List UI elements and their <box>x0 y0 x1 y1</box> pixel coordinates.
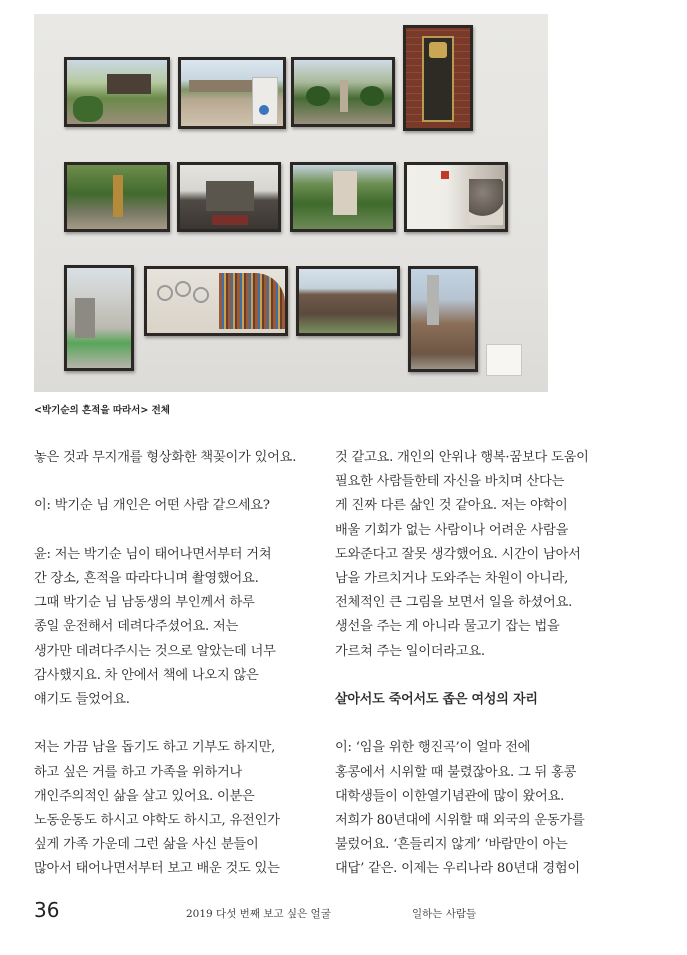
photo-frame-house <box>64 57 170 127</box>
section-heading: 살아서도 죽어서도 좁은 여성의 자리 <box>335 692 538 708</box>
text-line: 게 진짜 다른 삶인 것 같아요. 저는 야학이 <box>335 498 568 514</box>
text-line: 가르쳐 주는 일이더라고요. <box>335 643 485 659</box>
exhibition-photo <box>34 14 548 392</box>
photo-frame-plaque <box>403 25 473 131</box>
text-line: 배울 기회가 없는 사람이나 어려운 사람을 <box>335 522 569 538</box>
photo-frame-building-entrance <box>177 162 281 232</box>
text-line: 그때 박기순 님 남동생의 부인께서 하루 <box>34 595 255 611</box>
text-line: 생선을 주는 게 아니라 물고기 잡는 법을 <box>335 619 560 635</box>
footer-publication-title: 2019 다섯 번째 보고 싶은 얼굴 <box>186 908 331 920</box>
text-line: 간 장소, 흔적을 따라다니며 촬영했어요. <box>34 570 259 586</box>
text-line: 대답’ 같은. 이제는 우리나라 80년대 경험이 <box>335 861 580 877</box>
text-line: 필요한 사람들한테 자신을 바치며 산다는 <box>335 474 565 490</box>
page-number: 36 <box>34 898 60 922</box>
text-line: 놓은 것과 무지개를 형상화한 책꽂이가 있어요. <box>34 450 297 465</box>
footer-section-title: 일하는 사람들 <box>412 908 477 920</box>
text-line: 전체적인 큰 그림을 보면서 일을 하셨어요. <box>335 595 573 611</box>
right-column <box>335 446 625 882</box>
text-line: 저는 가끔 남을 돕기도 하고 기부도 하지만, <box>34 740 276 756</box>
text-line: 홍콩에서 시위할 때 불렸잖아요. 그 뒤 홍콩 <box>335 764 577 780</box>
text-line: 윤: 저는 박기순 님이 태어나면서부터 거쳐 <box>34 546 272 562</box>
photo-frame-hall <box>296 266 400 336</box>
text-line: 대학생들이 이한열기념관에 많이 왔어요. <box>335 788 565 804</box>
text-line: 하고 싶은 거를 하고 가족을 위하거나 <box>34 764 243 780</box>
photo-frame-apartment <box>408 266 478 372</box>
text-line: 얘기도 들었어요. <box>34 692 130 707</box>
photo-frame-statue-garden <box>291 57 395 127</box>
photo-frame-school-trees <box>290 162 396 232</box>
text-line: 이: ‘임을 위한 행진곡’이 얼마 전에 <box>335 740 531 756</box>
text-line: 불렀어요. ‘흔들리지 않게’ ‘바람만이 아는 <box>335 837 568 853</box>
photo-frame-bookshelf-wall <box>144 266 288 336</box>
text-line: 도와준다고 잘못 생각했어요. 시간이 남아서 <box>335 546 581 562</box>
photo-frame-green-storefront <box>64 265 134 371</box>
text-line: 종일 운전해서 데려다주셨어요. 저는 <box>34 619 239 635</box>
photo-frame-portrait-panel <box>404 162 508 232</box>
text-line: 이: 박기순 님 개인은 어떤 사람 같으세요? <box>34 498 270 514</box>
text-line: 노동운동도 하시고 야학도 하시고, 유전인가 <box>34 813 280 828</box>
text-line: 싶게 가족 가운데 그런 삶을 사신 분들이 <box>34 837 259 853</box>
text-line: 개인주의적인 삶을 살고 있어요. 이분은 <box>34 788 255 804</box>
text-line: 저희가 80년대에 시위할 때 외국의 운동가를 <box>335 813 585 829</box>
photo-frame-golden-statue <box>64 162 170 232</box>
photo-caption: <박기순의 흔적을 따라서> 전체 <box>34 405 170 416</box>
text-line: 것 같고요. 개인의 안위나 행복·꿈보다 도움이 <box>335 450 589 465</box>
text-line: 생가만 데려다주시는 것으로 알았는데 너무 <box>34 643 276 659</box>
photo-frame-monument-sign <box>248 57 286 129</box>
text-line: 많아서 태어나면서부터 보고 배운 것도 있는 <box>34 861 280 877</box>
text-line: 감사했지요. 차 안에서 책에 나오지 않은 <box>34 667 259 683</box>
exhibit-label-card <box>486 344 522 376</box>
left-column <box>34 446 324 882</box>
text-line: 남을 가르치거나 도와주는 차원이 아니라, <box>335 571 569 587</box>
